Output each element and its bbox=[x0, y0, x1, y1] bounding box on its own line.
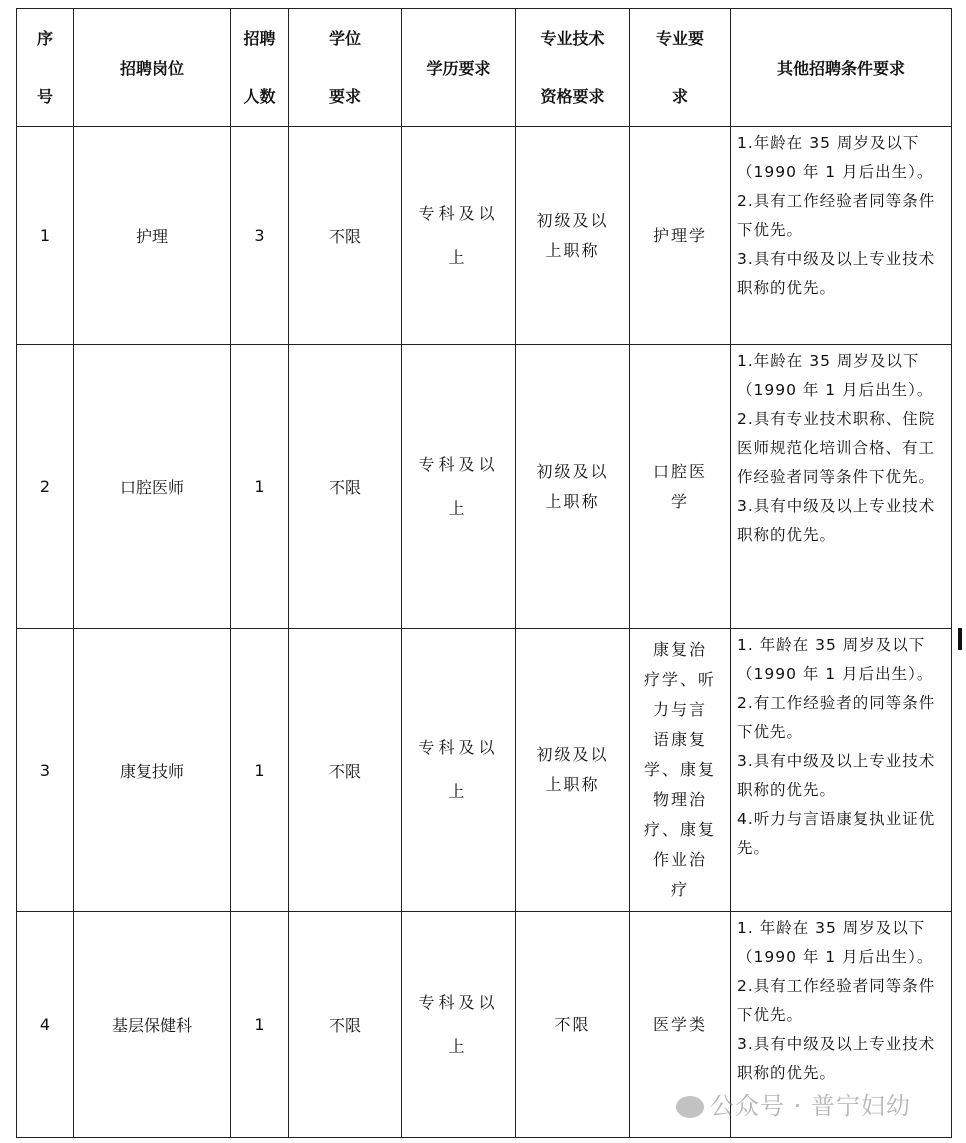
cell-education bbox=[402, 345, 516, 629]
cell-major bbox=[630, 127, 731, 345]
cell-index: 1 bbox=[17, 127, 74, 345]
qualification-line: 上职称 bbox=[545, 240, 600, 260]
condition-item: 1.年龄在 35 周岁及以下（1990 年 1 月后出生）。 bbox=[737, 352, 934, 399]
cell-position: 基层保健科 bbox=[74, 912, 231, 1138]
condition-item: 2.具有专业技术职称、住院医师规范化培训合格、有工作经验者同等条件下优先。 bbox=[737, 410, 936, 486]
major-line: 康复治 bbox=[652, 640, 707, 659]
major-line: 疗 bbox=[670, 880, 689, 899]
major-line: 作业治 bbox=[652, 850, 707, 869]
header-other: 其他招聘条件要求 bbox=[731, 9, 952, 127]
major-line: 学、康复 bbox=[643, 760, 716, 779]
condition-item: 2.具有工作经验者同等条件下优先。 bbox=[737, 192, 936, 239]
condition-item: 1. 年龄在 35 周岁及以下（1990 年 1 月后出生）。 bbox=[737, 636, 934, 683]
cell-count: 1 bbox=[231, 912, 289, 1138]
major-line: 护理学 bbox=[652, 225, 707, 245]
condition-item: 3.具有中级及以上专业技术职称的优先。 bbox=[737, 752, 936, 799]
cell-count: 3 bbox=[231, 127, 289, 345]
education-line: 上 bbox=[448, 782, 469, 801]
condition-item: 2.有工作经验者的同等条件下优先。 bbox=[737, 694, 936, 741]
table-row bbox=[17, 345, 952, 629]
condition-item: 3.具有中级及以上专业技术职称的优先。 bbox=[737, 250, 936, 297]
edge-mark bbox=[958, 628, 962, 650]
cell-education bbox=[402, 912, 516, 1138]
condition-item: 3.具有中级及以上专业技术职称的优先。 bbox=[737, 497, 936, 544]
major-line: 疗、康复 bbox=[643, 820, 716, 839]
major-line: 物理治 bbox=[652, 790, 707, 809]
header-major: 专业要 求 bbox=[630, 9, 731, 127]
header-education: 学历要求 bbox=[402, 9, 516, 127]
cell-conditions bbox=[731, 127, 952, 345]
major-line: 语康复 bbox=[652, 730, 707, 749]
table-row bbox=[17, 127, 952, 345]
cell-degree: 不限 bbox=[289, 629, 402, 912]
cell-degree: 不限 bbox=[289, 127, 402, 345]
header-count: 招聘 人数 bbox=[231, 9, 289, 127]
major-line: 口腔医 bbox=[652, 461, 707, 481]
cell-index: 3 bbox=[17, 629, 74, 912]
cell-count: 1 bbox=[231, 345, 289, 629]
cell-position: 护理 bbox=[74, 127, 231, 345]
qualification-line: 不限 bbox=[554, 1014, 591, 1034]
cell-conditions bbox=[731, 629, 952, 912]
cell-qualification bbox=[516, 629, 630, 912]
cell-major bbox=[630, 629, 731, 912]
header-qualification: 专业技术 资格要求 bbox=[516, 9, 630, 127]
condition-item: 1.年龄在 35 周岁及以下（1990 年 1 月后出生）。 bbox=[737, 134, 934, 181]
qualification-line: 初级及以 bbox=[536, 210, 609, 230]
education-line: 上 bbox=[448, 247, 469, 267]
cell-qualification bbox=[516, 345, 630, 629]
condition-item: 2.具有工作经验者同等条件下优先。 bbox=[737, 977, 936, 1024]
condition-item: 3.具有中级及以上专业技术职称的优先。 bbox=[737, 1035, 936, 1082]
cell-qualification bbox=[516, 127, 630, 345]
major-line: 学 bbox=[670, 491, 689, 511]
recruitment-table bbox=[16, 8, 952, 1138]
education-line: 专科及以 bbox=[418, 738, 499, 757]
header-degree: 学位 要求 bbox=[289, 9, 402, 127]
qualification-line: 初级及以 bbox=[536, 745, 609, 764]
header-index: 序 号 bbox=[17, 9, 74, 127]
cell-degree: 不限 bbox=[289, 912, 402, 1138]
education-line: 专科及以 bbox=[418, 454, 499, 474]
condition-item: 4.听力与言语康复执业证优先。 bbox=[737, 810, 936, 857]
header-position: 招聘岗位 bbox=[74, 9, 231, 127]
cell-education bbox=[402, 629, 516, 912]
cell-position: 口腔医师 bbox=[74, 345, 231, 629]
cell-index: 2 bbox=[17, 345, 74, 629]
cell-conditions bbox=[731, 345, 952, 629]
cell-qualification bbox=[516, 912, 630, 1138]
watermark: 公众号 · 普宁妇幼 bbox=[676, 1086, 911, 1121]
education-line: 上 bbox=[448, 498, 469, 518]
cell-index: 4 bbox=[17, 912, 74, 1138]
wechat-icon bbox=[676, 1096, 704, 1118]
qualification-line: 初级及以 bbox=[536, 461, 609, 481]
table-header-row bbox=[17, 9, 952, 127]
cell-major bbox=[630, 345, 731, 629]
cell-degree: 不限 bbox=[289, 345, 402, 629]
education-line: 上 bbox=[448, 1036, 469, 1056]
cell-count: 1 bbox=[231, 629, 289, 912]
education-line: 专科及以 bbox=[418, 203, 499, 223]
cell-position: 康复技师 bbox=[74, 629, 231, 912]
major-line: 力与言 bbox=[652, 700, 707, 719]
major-line: 医学类 bbox=[652, 1014, 707, 1034]
major-line: 疗学、听 bbox=[643, 670, 716, 689]
cell-education bbox=[402, 127, 516, 345]
education-line: 专科及以 bbox=[418, 992, 499, 1012]
table-row bbox=[17, 629, 952, 912]
condition-item: 1. 年龄在 35 周岁及以下（1990 年 1 月后出生）。 bbox=[737, 919, 934, 966]
qualification-line: 上职称 bbox=[545, 491, 600, 511]
qualification-line: 上职称 bbox=[545, 775, 600, 794]
